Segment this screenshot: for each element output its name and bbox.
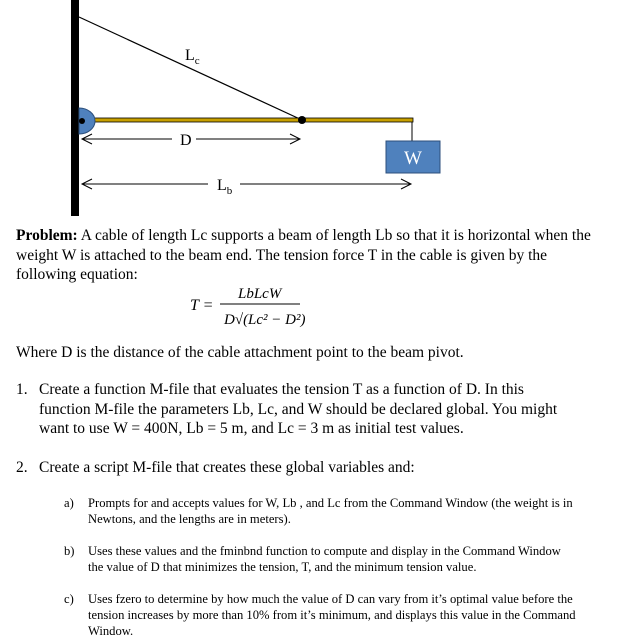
equation-svg <box>190 282 330 334</box>
equation-lhs: T = <box>190 297 214 314</box>
sub-item-label: a) <box>64 496 74 510</box>
cable-length-label-sub: c <box>194 55 200 67</box>
list-item-text: Create a function M-file that evaluates the tension T as a function of D. In this function M-file the parameters Lb, Lc, and W should be declared global. You might want to use W = 400N, Lb = 5 m, and Lc = 3 m as initial test values. <box>39 381 558 437</box>
sub-item-label: b) <box>64 544 75 558</box>
beam <box>79 118 413 122</box>
cable-length-label <box>185 47 200 67</box>
problem-text: A cable of length Lc supports a beam of length Lb so that it is horizontal when the weight W is attached to the beam end. The tension force T in the cable is given by the following equation: <box>16 227 591 283</box>
pivot-pin <box>79 118 85 124</box>
beam-length-label <box>217 177 233 197</box>
list-item-number: 1. <box>16 381 28 398</box>
weight-label: W <box>404 148 422 169</box>
beam-cable-diagram <box>0 0 630 220</box>
where-statement: Where D is the distance of the cable attachment point to the beam pivot. <box>16 344 464 361</box>
beam-length-label-sub: b <box>226 185 233 197</box>
equation-numerator: LbLcW <box>238 286 282 302</box>
sub-item-text: Uses fzero to determine by how much the value of D can vary from it’s optimal value before the tension increases by more than 10% from it’s minimum, and displays this value in the Command Window. <box>88 592 576 638</box>
wall <box>71 0 79 216</box>
cable-length-label-main: L <box>185 47 195 64</box>
sub-item-text: Prompts for and accepts values for W, Lb , and Lc from the Command Window (the weight is in Newtons, and the lengths are in meters). <box>88 496 573 526</box>
problem-statement <box>16 226 591 285</box>
equation-denominator: D√(Lc² − D²) <box>224 312 306 328</box>
d-label: D <box>180 132 192 149</box>
sub-item-text: Uses these values and the fminbnd function to compute and display in the Command Window the value of D that minimizes the tension, T, and the minimum tension value. <box>88 544 561 574</box>
tension-equation <box>190 282 330 334</box>
cable <box>79 17 302 120</box>
sub-item-label: c) <box>64 592 74 606</box>
beam-length-label-main: L <box>217 177 227 194</box>
problem-heading: Problem: <box>16 227 78 244</box>
list-item-number: 2. <box>16 459 28 476</box>
list-item-text: Create a script M-file that creates these global variables and: <box>39 459 415 476</box>
cable-attachment-point <box>298 116 306 124</box>
